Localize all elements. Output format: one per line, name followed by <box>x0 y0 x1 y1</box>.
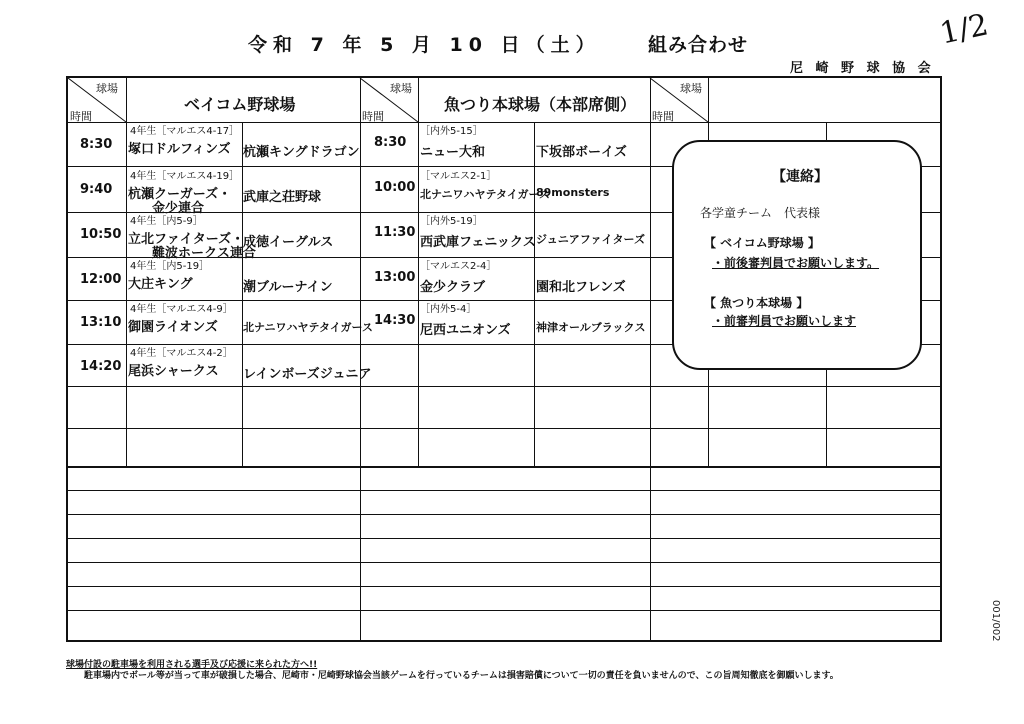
away-team: 成徳イーグルス <box>243 235 334 250</box>
fax-page-mark: 001/002 <box>990 600 1001 642</box>
notice-section2-body: ・前審判員でお願いします <box>712 314 857 328</box>
home-team: 塚口ドルフィンズ <box>128 142 231 157</box>
notice-title: 【連絡】 <box>772 169 828 185</box>
home-team: 尼西ユニオンズ <box>420 323 511 338</box>
game-time: 10:00 <box>374 180 416 195</box>
game-time: 13:10 <box>80 315 122 330</box>
game-time: 11:30 <box>374 225 416 240</box>
schedule-date: 令和 7 年 5 月 10 日（土） <box>248 34 601 56</box>
home-team: 杭瀬クーガーズ・ <box>128 187 232 202</box>
game-time: 13:00 <box>374 270 416 285</box>
game-meta: 4年生［内5-9］ <box>130 216 203 227</box>
away-team: 神津オールブラックス <box>536 321 646 334</box>
notice-section2-title: 【 魚つり本球場 】 <box>704 296 809 310</box>
game-meta: 4年生［マルエス4-19］ <box>130 171 240 182</box>
game-meta: 4年生［マルエス4-2］ <box>130 348 233 359</box>
time-label-1: 時間 <box>70 110 92 123</box>
away-team: 北ナニワハヤテタイガース <box>243 321 373 334</box>
home-team: 立北ファイターズ・ <box>128 232 245 247</box>
home-team: 御園ライオンズ <box>128 320 218 335</box>
game-time: 12:00 <box>80 272 122 287</box>
notice-section1-body: ・前後審判員でお願いします。 <box>712 256 880 270</box>
venue-name-uotsuri: 魚つり本球場（本部席側） <box>444 95 637 114</box>
game-time: 9:40 <box>80 182 113 197</box>
game-meta: ［マルエス2-4］ <box>420 261 497 272</box>
home-team-line2: 金少連合 <box>152 201 205 216</box>
notice-box <box>672 140 922 370</box>
game-meta: ［内外5-15］ <box>420 126 483 137</box>
game-time: 8:30 <box>80 137 113 152</box>
away-team: レインボーズジュニア <box>243 367 372 382</box>
game-meta: ［内外5-4］ <box>420 304 477 315</box>
game-time: 14:20 <box>80 359 122 374</box>
organization-name: 尼 崎 野 球 協 会 <box>790 61 935 76</box>
home-team: 尾浜シャークス <box>128 364 219 379</box>
page-mark: 1/2 <box>936 7 992 52</box>
game-time: 10:50 <box>80 227 122 242</box>
home-team-line2: 難波ホークス連合 <box>152 246 256 261</box>
game-meta: 4年生［マルエス4-9］ <box>130 304 233 315</box>
home-team: 西武庫フェニックス <box>420 235 536 250</box>
home-team: 大庄キング <box>128 277 193 292</box>
away-team: 89monsters <box>536 186 610 199</box>
home-team: ニュー大和 <box>420 145 486 160</box>
footer-notice-body: 駐車場内でボール等が当って車が破損した場合、尼崎市・尼崎野球協会当該ゲームを行っているチームは損害賠償について一切の責任を負いませんので、この旨周知徹底を御願いします。 <box>84 671 839 681</box>
away-team: 杭瀬キングドラゴン <box>243 145 360 160</box>
time-label-3: 時間 <box>652 110 674 123</box>
game-meta: ［マルエス2-1］ <box>420 171 497 182</box>
away-team: 潮ブルーナイン <box>243 280 333 295</box>
away-team: ジュニアファイターズ <box>536 233 646 246</box>
away-team: 園和北フレンズ <box>536 280 626 295</box>
venue-label-1: 球場 <box>96 82 118 95</box>
game-time: 8:30 <box>374 135 407 150</box>
schedule-subtitle: 組み合わせ <box>648 34 749 56</box>
game-meta: 4年生［内5-19］ <box>130 261 210 272</box>
time-label-2: 時間 <box>362 110 384 123</box>
game-time: 14:30 <box>374 313 416 328</box>
game-meta: ［内外5-19］ <box>420 216 483 227</box>
home-team: 金少クラブ <box>420 280 486 295</box>
away-team: 武庫之荘野球 <box>243 190 322 205</box>
notice-section1-title: 【 ベイコム野球場 】 <box>704 236 820 250</box>
notice-addressee: 各学童チーム 代表様 <box>700 206 821 220</box>
footer-notice-heading: 球場付設の駐車場を利用される選手及び応援に来られた方へ!! <box>66 660 318 670</box>
venue-label-3: 球場 <box>680 82 702 95</box>
home-team: 北ナニワハヤテタイガース <box>420 188 550 201</box>
game-meta: 4年生［マルエス4-17］ <box>130 126 240 137</box>
away-team: 下坂部ボーイズ <box>536 145 627 160</box>
venue-name-baycom: ベイコム野球場 <box>184 95 296 114</box>
venue-label-2: 球場 <box>390 82 412 95</box>
